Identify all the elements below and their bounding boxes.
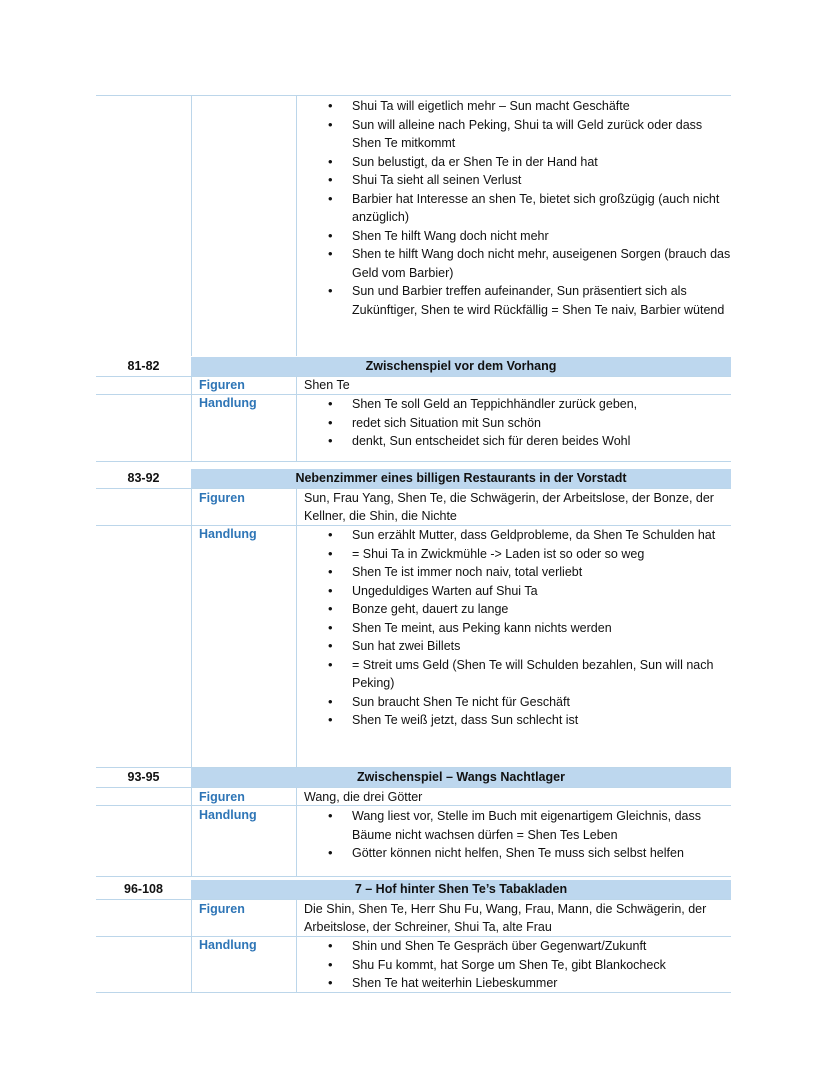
list-item: • Sun und Barbier treffen aufeinander, Sun präsentiert sich als Zukünftiger, Shen te wird Rückfällig = Shen Te naiv, Barbier wütend (304, 282, 731, 319)
continuation-list (304, 97, 731, 319)
section-83-92 (96, 469, 731, 767)
list-item: • Shen Te soll Geld an Teppichhändler zurück geben, (304, 395, 731, 414)
list-item: • Wang liest vor, Stelle im Buch mit eigenartigem Gleichnis, dass Bäume nicht wachsen dürfen = Shen Tes Leben (304, 807, 731, 844)
section-pages: 96-108 (96, 880, 191, 899)
list-item: • Shui Ta sieht all seinen Verlust (304, 171, 731, 190)
list-item: • Sun will alleine nach Peking, Shui ta will Geld zurück oder dass Shen Te mitkommt (304, 116, 731, 153)
section-title: Zwischenspiel – Wangs Nachtlager (191, 768, 731, 787)
handlung-list (304, 937, 731, 993)
list-item: • Sun hat zwei Billets (304, 637, 731, 656)
list-item: • Shin und Shen Te Gespräch über Gegenwart/Zukunft (304, 937, 731, 956)
list-item: • = Shui Ta in Zwickmühle -> Laden ist so oder so weg (304, 545, 731, 564)
list-item: • Götter können nicht helfen, Shen Te muss sich selbst helfen (304, 844, 731, 863)
section-pages: 83-92 (96, 469, 191, 488)
section-pages: 93-95 (96, 768, 191, 787)
continuation-block (96, 95, 731, 356)
section-title: Zwischenspiel vor dem Vorhang (191, 357, 731, 376)
handlung-label: Handlung (199, 396, 257, 410)
figuren-text: Shen Te (304, 378, 350, 392)
list-item: • Sun erzählt Mutter, dass Geldprobleme, da Shen Te Schulden hat (304, 526, 731, 545)
figuren-text: Sun, Frau Yang, Shen Te, die Schwägerin, der Arbeitslose, der Bonze, der Kellner, die Shin, die Nichte (304, 491, 714, 523)
section-title: Nebenzimmer eines billigen Restaurants in der Vorstadt (191, 469, 731, 488)
list-item: • Shen te hilft Wang doch nicht mehr, auseigenen Sorgen (brauch das Geld vom Barbier) (304, 245, 731, 282)
list-item: • Bonze geht, dauert zu lange (304, 600, 731, 619)
section-81-82 (96, 357, 731, 461)
list-item: • Sun braucht Shen Te nicht für Geschäft (304, 693, 731, 712)
figuren-label: Figuren (199, 790, 245, 804)
list-item: • Barbier hat Interesse an shen Te, bietet sich großzügig (auch nicht anzüglich) (304, 190, 731, 227)
list-item: • Ungeduldiges Warten auf Shui Ta (304, 582, 731, 601)
list-item: • Shen Te weiß jetzt, dass Sun schlecht ist (304, 711, 731, 730)
list-item: • Shui Ta will eigetlich mehr – Sun macht Geschäfte (304, 97, 731, 116)
handlung-list (304, 395, 731, 451)
figuren-text: Die Shin, Shen Te, Herr Shu Fu, Wang, Frau, Mann, die Schwägerin, der Arbeitslose, der Schreiner, Shui Ta, alte Frau (304, 902, 707, 934)
handlung-label: Handlung (199, 527, 257, 541)
handlung-label: Handlung (199, 808, 257, 822)
section-title: 7 – Hof hinter Shen Te’s Tabakladen (191, 880, 731, 899)
list-item: • Shen Te hilft Wang doch nicht mehr (304, 227, 731, 246)
section-96-108 (96, 880, 731, 993)
section-93-95 (96, 768, 731, 876)
list-item: • Shen Te hat weiterhin Liebeskummer (304, 974, 731, 993)
handlung-list (304, 807, 731, 863)
handlung-label: Handlung (199, 938, 257, 952)
list-item: • Sun belustigt, da er Shen Te in der Hand hat (304, 153, 731, 172)
list-item: • = Streit ums Geld (Shen Te will Schulden bezahlen, Sun will nach Peking) (304, 656, 731, 693)
figuren-label: Figuren (199, 491, 245, 505)
list-item: • Shu Fu kommt, hat Sorge um Shen Te, gibt Blankocheck (304, 956, 731, 975)
list-item: • Shen Te ist immer noch naiv, total verliebt (304, 563, 731, 582)
figuren-label: Figuren (199, 902, 245, 916)
figuren-text: Wang, die drei Götter (304, 790, 423, 804)
handlung-list (304, 526, 731, 730)
section-pages: 81-82 (96, 357, 191, 376)
list-item: • denkt, Sun entscheidet sich für deren beides Wohl (304, 432, 731, 451)
list-item: • Shen Te meint, aus Peking kann nichts werden (304, 619, 731, 638)
figuren-label: Figuren (199, 378, 245, 392)
list-item: • redet sich Situation mit Sun schön (304, 414, 731, 433)
